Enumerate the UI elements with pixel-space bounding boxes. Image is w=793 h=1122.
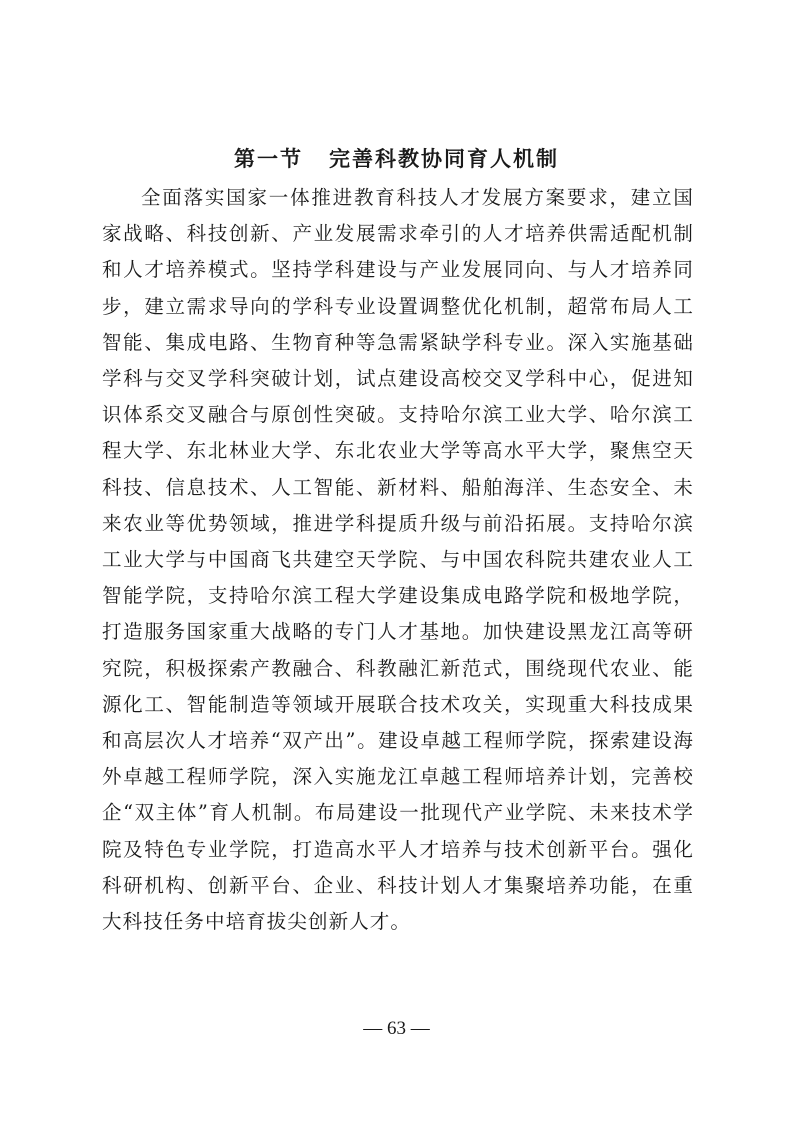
body-paragraph: 全面落实国家一体推进教育科技人才发展方案要求，建立国家战略、科技创新、产业发展需求牵引的人才培养供需适配机制和人才培养模式。坚持学科建设与产业发展同向、与人才培养同步，建立需求导向的学科专业设置调整优化机制，超常布局人工智能、集成电路、生物育种等急需紧缺学科专业。深入实施基础学科与交叉学科突破计划，试点建设高校交叉学科中心，促进知识体系交叉融合与原创性突破。支持哈尔滨工业大学、哈尔滨工程大学、东北林业大学、东北农业大学等高水平大学，聚焦空天科技、信息技术、人工智能、新材料、船舶海洋、生态安全、未来农业等优势领域，推进学科提质升级与前沿拓展。支持哈尔滨工业大学与中国商飞共建空天学院、与中国农科院共建农业人工智能学院，支持哈尔滨工程大学建设集成电路学院和极地学院，打造服务国家重大战略的专门人才基地。加快建设黑龙江高等研究院，积极探索产教融合、科教融汇新范式，围绕现代农业、能源化工、智能制造等领域开展联合技术攻关，实现重大科技成果和高层次人才培养“双产出”。建设卓越工程师学院，探索建设海外卓越工程师学院，深入实施龙江卓越工程师培养计划，完善校企“双主体”育人机制。布局建设一批现代产业学院、未来技术学院及特色专业学院，打造高水平人才培养与技术创新平台。强化科研机构、创新平台、企业、科技计划人才集聚培养功能，在重大科技任务中培育拔尖创新人才。 (102, 186, 694, 934)
section-title: 完善科教协同育人机制 (329, 147, 559, 171)
section-number: 第一节 (234, 147, 303, 171)
section-heading (0, 142, 793, 176)
page-number: — 63 — (363, 1018, 430, 1039)
